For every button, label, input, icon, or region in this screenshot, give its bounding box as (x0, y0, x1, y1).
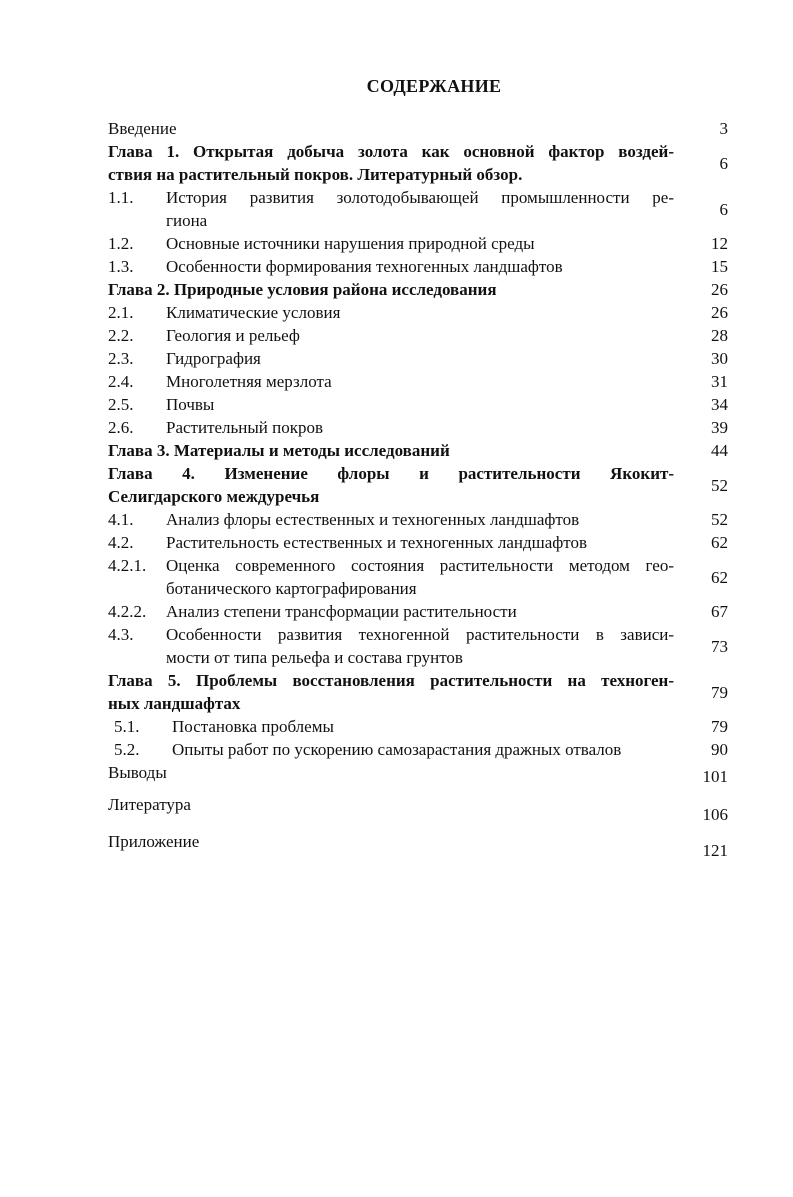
toc-entry (108, 140, 728, 186)
toc-entry (108, 554, 728, 600)
toc-entry (108, 761, 728, 791)
toc-entry-title: Опыты работ по ускорению самозарастания дражных отвалов (172, 740, 622, 759)
toc-entry-page: 12 (711, 234, 728, 253)
toc-entry (108, 439, 728, 462)
toc-entry-title-cont: ствия на растительный покров. Литературный обзор. (108, 165, 523, 184)
toc-entry (108, 462, 728, 508)
toc-entry-number: 5.1. (114, 717, 140, 736)
toc-entry-title: Выводы (108, 763, 167, 782)
toc-entry (108, 826, 728, 862)
toc-entry-page: 44 (711, 441, 728, 460)
toc-entry-title: Глава 1. Открытая добыча золота как основной фактор воздей- (108, 142, 674, 161)
toc-entry (108, 232, 728, 255)
toc-entry (108, 347, 728, 370)
toc-entry-number: 2.2. (108, 326, 134, 345)
toc-entry-title: Анализ флоры естественных и техногенных ландшафтов (166, 510, 580, 529)
toc-entry (108, 370, 728, 393)
toc-entry-page: 62 (711, 533, 728, 552)
toc-entry (108, 255, 728, 278)
toc-entry-page: 121 (702, 841, 728, 860)
toc-entry-page: 6 (719, 199, 728, 219)
toc-entry-title-cont: мости от типа рельефа и состава грунтов (166, 648, 463, 667)
toc-entry-title: Постановка проблемы (172, 717, 334, 736)
toc-entry-title: Глава 5. Проблемы восстановления растительности на техноген- (108, 671, 674, 690)
toc-entry-title: Приложение (108, 832, 200, 851)
toc-entry-number: 2.6. (108, 418, 134, 437)
toc-entry-title: Растительность естественных и техногенных ландшафтов (166, 533, 588, 552)
toc-entry-number: 2.3. (108, 349, 134, 368)
toc-entry-number: 4.2.1. (108, 556, 147, 575)
toc-entry-page: 15 (711, 257, 728, 276)
toc-entry-title: Растительный покров (166, 418, 324, 437)
toc-entry-number: 2.1. (108, 303, 134, 322)
toc-entry-number: 5.2. (114, 740, 140, 759)
toc-entry-title: Особенности формирования техногенных ландшафтов (166, 257, 563, 276)
toc-entry-title: Особенности развития техногенной растительности в зависи- (166, 625, 674, 644)
toc-entry-title: Глава 2. Природные условия района исследования (108, 280, 497, 299)
toc-entry-title: Анализ степени трансформации растительности (166, 602, 517, 621)
toc-entry-title: Почвы (166, 395, 215, 414)
toc-entry-title: Климатические условия (166, 303, 341, 322)
toc-entry-title: Глава 3. Материалы и методы исследований (108, 441, 450, 460)
toc-entry (108, 324, 728, 347)
toc-entry-title: Литература (108, 795, 191, 814)
toc-entry-page: 26 (711, 280, 728, 299)
toc-entry-number: 1.3. (108, 257, 134, 276)
toc-entry-number: 4.3. (108, 625, 134, 644)
toc-entry-number: 1.1. (108, 188, 134, 207)
toc-entry-page: 62 (711, 567, 728, 587)
page-title: СОДЕРЖАНИЕ (366, 76, 502, 96)
toc-entry-title: Основные источники нарушения природной среды (166, 234, 535, 253)
toc-entry-title-cont: гиона (166, 211, 208, 230)
toc-entry-page: 26 (711, 303, 728, 322)
toc-entry (108, 301, 728, 324)
toc-entry-page: 34 (711, 395, 728, 414)
toc-entry-page: 79 (711, 682, 728, 702)
toc-entry (108, 186, 728, 232)
toc-entry-page: 79 (711, 717, 728, 736)
toc-entry-title: Гидрография (166, 349, 261, 368)
toc-entry-number: 1.2. (108, 234, 134, 253)
toc-entry-title: Глава 4. Изменение флоры и растительности Якокит- (108, 464, 674, 483)
toc-entry-page: 106 (702, 805, 728, 824)
toc-entry (108, 715, 728, 738)
toc-entry-number: 4.1. (108, 510, 134, 529)
toc-entry-page: 73 (711, 636, 728, 656)
toc-entry-page: 28 (711, 326, 728, 345)
toc-entry-title: Оценка современного состояния растительности методом гео- (166, 556, 674, 575)
toc-entry-number: 2.5. (108, 395, 134, 414)
toc-entry-page: 39 (711, 418, 728, 437)
toc-entry (108, 508, 728, 531)
toc-entry (108, 278, 728, 301)
toc-entry-title-cont: Селигдарского междуречья (108, 487, 320, 506)
toc-entry-page: 90 (711, 740, 728, 759)
toc-entry-title-cont: ных ландшафтах (108, 694, 241, 713)
toc-entry (108, 531, 728, 554)
toc-entry-title: Геология и рельеф (166, 326, 300, 345)
toc-entry-page: 3 (719, 119, 728, 138)
toc-entry-number: 2.4. (108, 372, 134, 391)
toc-entry (108, 416, 728, 439)
toc-entry-page: 67 (711, 602, 728, 621)
toc-entry (108, 393, 728, 416)
toc-entry-title: Многолетняя мерзлота (166, 372, 332, 391)
toc-entry-title-cont: ботанического картографирования (166, 579, 417, 598)
toc-entry (108, 738, 728, 761)
table-of-contents (108, 117, 728, 862)
toc-entry (108, 669, 728, 715)
toc-entry (108, 791, 728, 826)
toc-entry-number: 4.2. (108, 533, 134, 552)
toc-entry (108, 623, 728, 669)
toc-entry-number: 4.2.2. (108, 602, 147, 621)
toc-entry-page: 52 (711, 510, 728, 529)
toc-entry-page: 30 (711, 349, 728, 368)
toc-entry-page: 101 (702, 766, 728, 786)
toc-entry-page: 31 (711, 372, 728, 391)
toc-entry-title: История развития золотодобывающей промышленности ре- (166, 188, 674, 207)
toc-entry (108, 117, 728, 140)
toc-entry-title: Введение (108, 119, 177, 138)
toc-entry-page: 52 (711, 475, 728, 495)
toc-entry (108, 600, 728, 623)
toc-entry-page: 6 (719, 153, 728, 173)
